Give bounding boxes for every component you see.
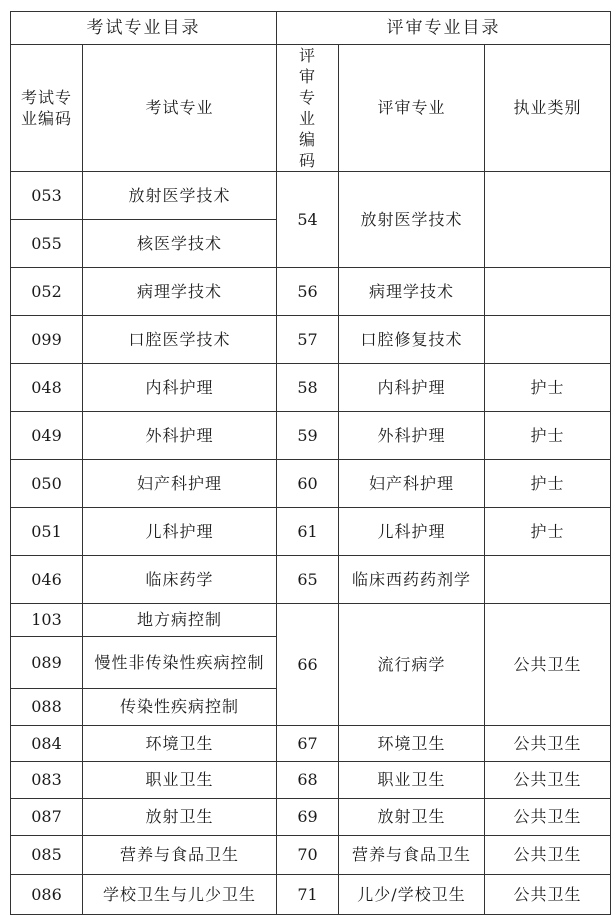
exam-code-cell: 088 — [11, 689, 83, 726]
review-code-cell: 58 — [277, 364, 339, 412]
table-row — [11, 508, 611, 556]
review-code-cell: 59 — [277, 412, 339, 460]
practice-type-cell: 公共卫生 — [485, 604, 611, 726]
exam-code-cell: 085 — [11, 836, 83, 875]
review-major-cell: 病理学技术 — [339, 268, 485, 316]
table-row — [11, 460, 611, 508]
header-exam-code: 考试专业编码 — [11, 45, 83, 172]
exam-major-cell: 慢性非传染性疾病控制 — [83, 637, 277, 689]
review-code-cell: 71 — [277, 875, 339, 915]
table-row — [11, 799, 611, 836]
table-row — [11, 726, 611, 762]
exam-code-cell: 046 — [11, 556, 83, 604]
practice-type-cell: 护士 — [485, 412, 611, 460]
exam-code-cell: 051 — [11, 508, 83, 556]
review-major-cell: 临床西药药剂学 — [339, 556, 485, 604]
exam-code-cell: 103 — [11, 604, 83, 637]
review-code-cell: 61 — [277, 508, 339, 556]
exam-major-cell: 地方病控制 — [83, 604, 277, 637]
review-code-cell: 56 — [277, 268, 339, 316]
review-major-cell: 内科护理 — [339, 364, 485, 412]
review-code-cell: 65 — [277, 556, 339, 604]
exam-code-cell: 053 — [11, 172, 83, 220]
practice-type-cell — [485, 556, 611, 604]
table-row — [11, 412, 611, 460]
exam-code-cell: 087 — [11, 799, 83, 836]
exam-major-cell: 传染性疾病控制 — [83, 689, 277, 726]
review-major-cell: 职业卫生 — [339, 762, 485, 799]
table-row — [11, 364, 611, 412]
practice-type-cell: 公共卫生 — [485, 762, 611, 799]
exam-code-cell: 049 — [11, 412, 83, 460]
table-row — [11, 316, 611, 364]
header-practice-type: 执业类别 — [485, 45, 611, 172]
review-code-cell: 69 — [277, 799, 339, 836]
review-code-cell: 70 — [277, 836, 339, 875]
exam-code-cell: 055 — [11, 220, 83, 268]
table-row — [11, 762, 611, 799]
practice-type-cell — [485, 172, 611, 268]
table-row — [11, 268, 611, 316]
exam-major-cell: 放射卫生 — [83, 799, 277, 836]
exam-code-cell: 099 — [11, 316, 83, 364]
header-exam-major: 考试专业 — [83, 45, 277, 172]
table-row — [11, 556, 611, 604]
exam-major-cell: 核医学技术 — [83, 220, 277, 268]
practice-type-cell: 公共卫生 — [485, 726, 611, 762]
exam-major-cell: 营养与食品卫生 — [83, 836, 277, 875]
review-code-cell: 60 — [277, 460, 339, 508]
exam-major-cell: 病理学技术 — [83, 268, 277, 316]
exam-major-cell: 环境卫生 — [83, 726, 277, 762]
header-review-major: 评审专业 — [339, 45, 485, 172]
review-code-cell: 57 — [277, 316, 339, 364]
practice-type-cell — [485, 316, 611, 364]
practice-type-cell: 护士 — [485, 364, 611, 412]
practice-type-cell: 公共卫生 — [485, 875, 611, 915]
review-code-cell: 67 — [277, 726, 339, 762]
exam-major-cell: 职业卫生 — [83, 762, 277, 799]
exam-code-cell: 084 — [11, 726, 83, 762]
review-major-cell: 环境卫生 — [339, 726, 485, 762]
exam-major-cell: 放射医学技术 — [83, 172, 277, 220]
review-major-cell: 儿少/学校卫生 — [339, 875, 485, 915]
review-major-cell: 放射卫生 — [339, 799, 485, 836]
exam-major-cell: 儿科护理 — [83, 508, 277, 556]
exam-major-cell: 学校卫生与儿少卫生 — [83, 875, 277, 915]
exam-major-cell: 口腔医学技术 — [83, 316, 277, 364]
header-exam-catalog: 考试专业目录 — [11, 12, 277, 45]
practice-type-cell: 公共卫生 — [485, 799, 611, 836]
review-major-cell: 外科护理 — [339, 412, 485, 460]
exam-code-cell: 083 — [11, 762, 83, 799]
exam-major-cell: 妇产科护理 — [83, 460, 277, 508]
header-review-catalog: 评审专业目录 — [277, 12, 611, 45]
review-major-cell: 口腔修复技术 — [339, 316, 485, 364]
major-mapping-table — [10, 11, 611, 915]
table-row — [11, 604, 611, 637]
table-row — [11, 836, 611, 875]
exam-code-cell: 089 — [11, 637, 83, 689]
review-code-cell: 68 — [277, 762, 339, 799]
header-review-code: 评审专业编码 — [277, 45, 339, 172]
table-row — [11, 875, 611, 915]
exam-major-cell: 内科护理 — [83, 364, 277, 412]
practice-type-cell: 公共卫生 — [485, 836, 611, 875]
exam-code-cell: 048 — [11, 364, 83, 412]
practice-type-cell — [485, 268, 611, 316]
exam-major-cell: 外科护理 — [83, 412, 277, 460]
exam-code-cell: 052 — [11, 268, 83, 316]
review-code-cell: 54 — [277, 172, 339, 268]
review-major-cell: 营养与食品卫生 — [339, 836, 485, 875]
practice-type-cell: 护士 — [485, 508, 611, 556]
review-major-cell: 流行病学 — [339, 604, 485, 726]
exam-major-cell: 临床药学 — [83, 556, 277, 604]
practice-type-cell: 护士 — [485, 460, 611, 508]
review-code-cell: 66 — [277, 604, 339, 726]
exam-code-cell: 086 — [11, 875, 83, 915]
review-major-cell: 放射医学技术 — [339, 172, 485, 268]
review-major-cell: 儿科护理 — [339, 508, 485, 556]
table-row — [11, 172, 611, 220]
exam-code-cell: 050 — [11, 460, 83, 508]
review-major-cell: 妇产科护理 — [339, 460, 485, 508]
